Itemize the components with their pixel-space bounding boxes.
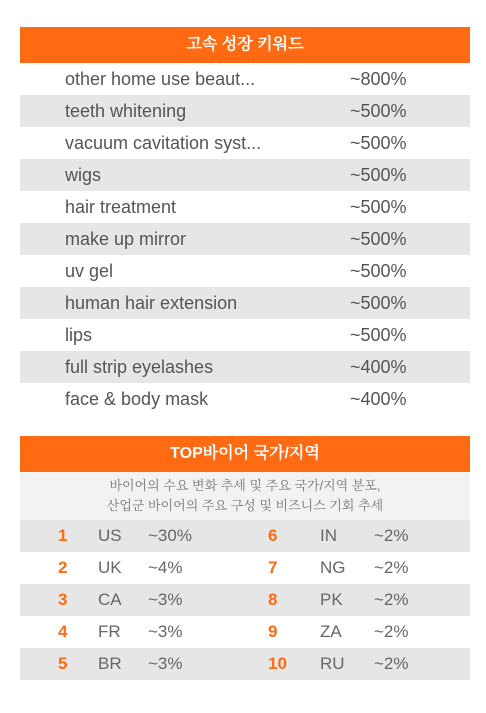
buyers-list (20, 520, 470, 680)
keyword-row (20, 127, 470, 159)
buyer-country: US (98, 526, 122, 545)
buyer-country: NG (320, 558, 346, 577)
keyword-row (20, 95, 470, 127)
keyword-growth: ~500% (350, 324, 407, 345)
keyword-row (20, 383, 470, 415)
buyer-share: ~3% (148, 654, 183, 673)
buyer-share: ~2% (374, 654, 409, 673)
buyer-row (20, 616, 470, 648)
buyers-subtitle-line2: 산업군 바이어의 주요 구성 및 비즈니스 기회 추세 (106, 498, 384, 513)
keyword-name: lips (65, 324, 93, 345)
keyword-name: human hair extension (65, 292, 238, 313)
buyer-share: ~30% (148, 526, 192, 545)
keyword-row (20, 351, 470, 383)
buyer-rank: 3 (58, 590, 68, 609)
keyword-name: hair treatment (65, 196, 177, 217)
buyer-share: ~4% (148, 558, 183, 577)
buyer-rank: 5 (58, 654, 68, 673)
buyers-panel (20, 436, 470, 680)
keyword-name: full strip eyelashes (65, 356, 214, 377)
keyword-row (20, 191, 470, 223)
keyword-growth: ~500% (350, 228, 407, 249)
buyer-share: ~2% (374, 558, 409, 577)
keyword-name: wigs (65, 164, 102, 185)
keyword-growth: ~400% (350, 356, 407, 377)
buyer-rank: 7 (268, 558, 278, 577)
buyer-rank: 4 (58, 622, 68, 641)
buyer-share: ~3% (148, 622, 183, 641)
buyer-row (20, 552, 470, 584)
keyword-growth: ~500% (350, 260, 407, 281)
keyword-row (20, 63, 470, 95)
keyword-growth: ~500% (350, 292, 407, 313)
keyword-growth: ~500% (350, 164, 407, 185)
keyword-row (20, 287, 470, 319)
buyers-title: TOP바이어 국가/지역 (20, 436, 470, 472)
keyword-row (20, 223, 470, 255)
keyword-name: teeth whitening (65, 100, 187, 121)
buyer-rank: 10 (268, 654, 287, 673)
buyer-row (20, 648, 470, 680)
keyword-name: uv gel (65, 260, 114, 281)
buyer-rank: 9 (268, 622, 278, 641)
buyer-country: ZA (320, 622, 342, 641)
buyer-rank: 6 (268, 526, 278, 545)
buyer-share: ~2% (374, 622, 409, 641)
keyword-growth: ~400% (350, 388, 407, 409)
buyer-rank: 2 (58, 558, 68, 577)
buyer-country: CA (98, 590, 122, 609)
keyword-name: make up mirror (65, 228, 187, 249)
buyer-country: UK (98, 558, 122, 577)
buyer-share: ~2% (374, 590, 409, 609)
keywords-list (20, 63, 470, 415)
buyer-rank: 8 (268, 590, 278, 609)
buyer-row (20, 520, 470, 552)
buyer-country: PK (320, 590, 343, 609)
buyer-country: BR (98, 654, 122, 673)
buyer-rank: 1 (58, 526, 68, 545)
keyword-name: face & body mask (65, 388, 209, 409)
keyword-row (20, 319, 470, 351)
buyer-country: IN (320, 526, 337, 545)
keywords-title: 고속 성장 키워드 (20, 27, 470, 63)
keyword-name: vacuum cavitation syst... (65, 132, 262, 153)
buyer-country: RU (320, 654, 345, 673)
keyword-growth: ~500% (350, 132, 407, 153)
keyword-name: other home use beaut... (65, 68, 256, 89)
buyer-country: FR (98, 622, 121, 641)
buyer-row (20, 584, 470, 616)
keyword-growth: ~500% (350, 196, 407, 217)
buyer-share: ~2% (374, 526, 409, 545)
buyer-share: ~3% (148, 590, 183, 609)
buyers-subtitle-line1: 바이어의 수요 변화 추세 및 주요 국가/지역 분포, (109, 478, 381, 493)
keyword-growth: ~500% (350, 100, 407, 121)
keywords-panel (20, 27, 470, 415)
keyword-growth: ~800% (350, 68, 407, 89)
keyword-row (20, 159, 470, 191)
buyers-subtitle (20, 472, 470, 520)
keyword-row (20, 255, 470, 287)
